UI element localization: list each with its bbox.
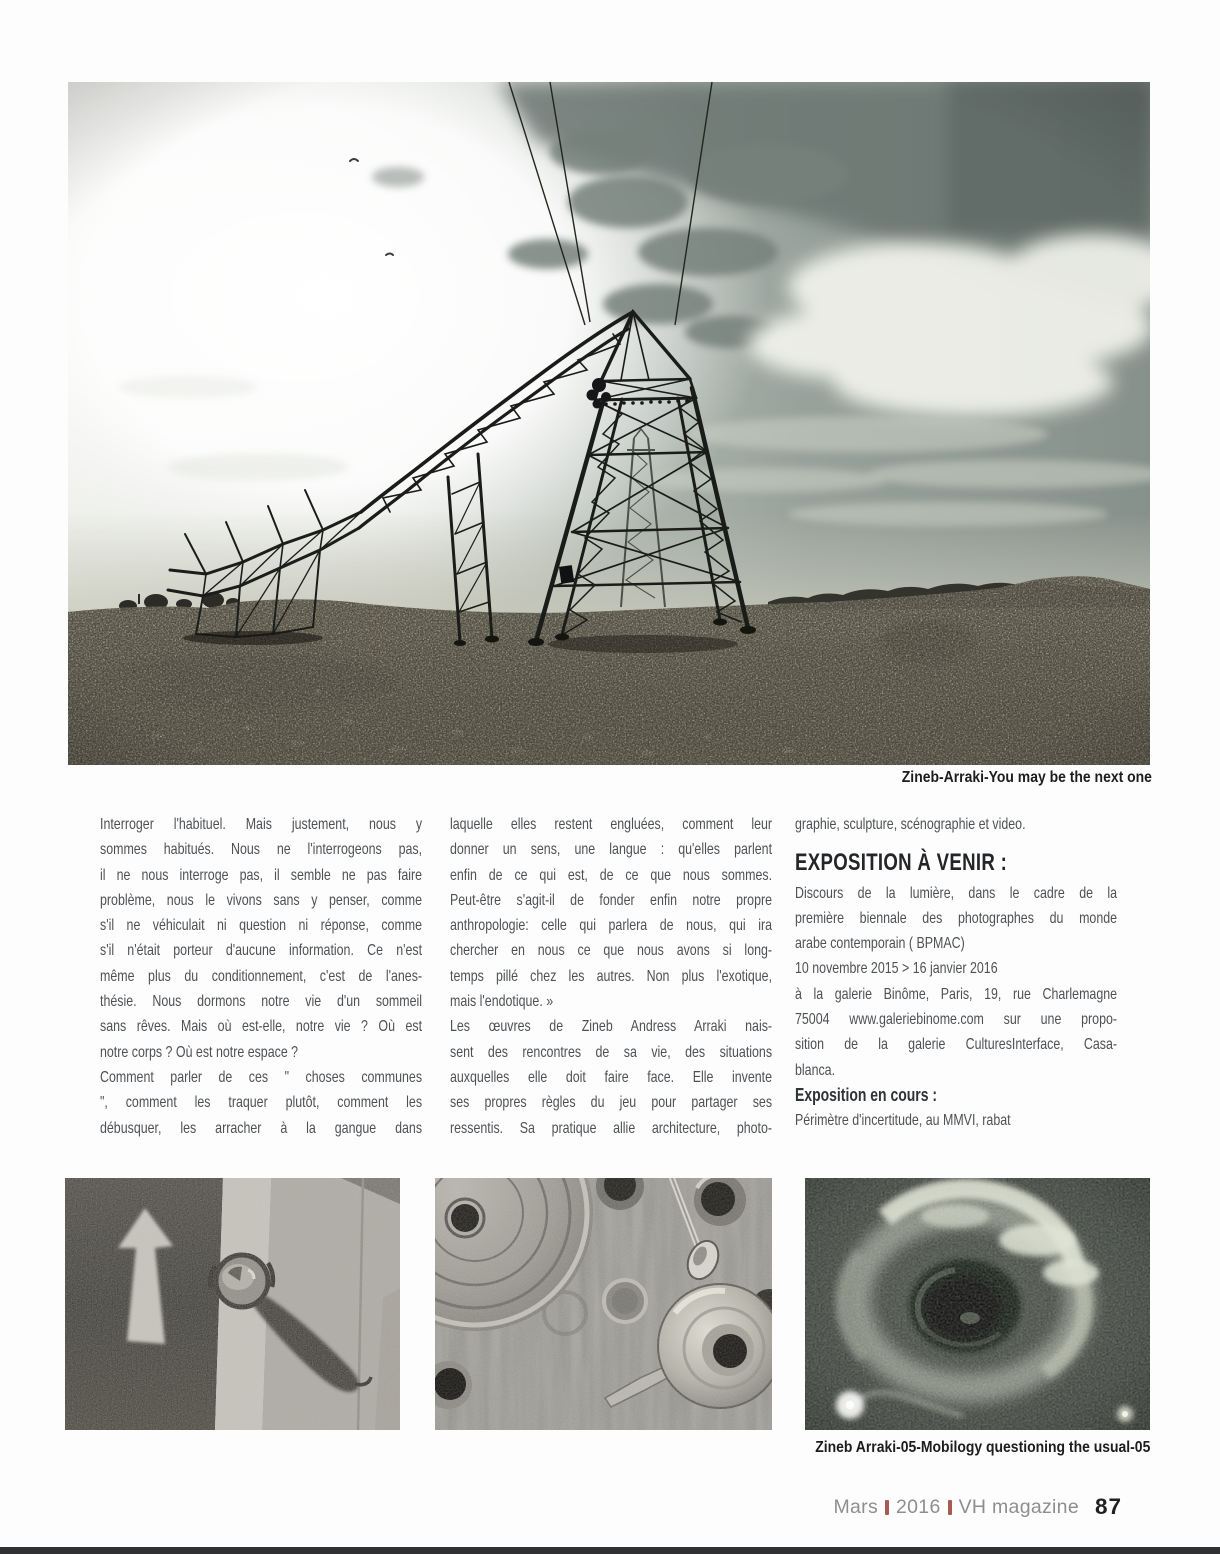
text-column-3	[795, 812, 1117, 1134]
text-column-1	[100, 812, 422, 1141]
current-exhibition-heading: Exposition en cours :	[795, 1084, 938, 1105]
footer-magazine-name: VH magazine	[958, 1495, 1079, 1518]
main-photo-fallen-pylon	[68, 82, 1150, 765]
text-line: s'il ne véhiculait ni question ni réponse, comme	[100, 917, 423, 935]
text-line: enfin de ce qui est, de ce que nous sommes.	[450, 866, 773, 884]
paragraph	[795, 956, 1117, 981]
paragraph	[795, 881, 1117, 957]
bottom-photo-arrow-ground	[65, 1178, 400, 1430]
text-line: Peut-être s'agit-il de fonder enfin notre propre	[450, 891, 773, 909]
text-line: temps pillé chez les autres. Non plus l'exotique,	[450, 967, 773, 985]
text-line: Les œuvres de Zineb Andress Arraki nais-	[450, 1018, 773, 1036]
text-line: 10 novembre 2015 > 16 janvier 2016	[795, 960, 998, 978]
paragraph	[100, 812, 422, 1065]
footer-page-number: 87	[1094, 1494, 1122, 1519]
text-line: il ne nous interroge pas, il semble ne pas faire	[100, 866, 423, 884]
text-line: Comment parler de ces " choses communes	[100, 1068, 423, 1086]
text-line: anthropologie: celle qui parlera de nous, qui ira	[450, 917, 773, 935]
text-line: même plus du conditionnement, c'est de l'anes-	[100, 967, 423, 985]
text-line: 75004 www.galeriebinome.com sur une propo-	[795, 1011, 1118, 1029]
text-line: blanca.	[795, 1061, 836, 1079]
text-line: donner un sens, une langue : qu'elles parlent	[450, 841, 773, 859]
text-line: arabe contemporain ( BPMAC)	[795, 935, 965, 953]
text-line: sommes habitués. Nous ne l'interrogeons pas,	[100, 841, 423, 859]
text-line: mais l'endotique. »	[450, 993, 554, 1011]
text-line: thésie. Nous dormons notre vie d'un sommeil	[100, 993, 423, 1011]
text-line: sition de la galerie CulturesInterface, Casa-	[795, 1036, 1118, 1054]
text-line: chercher en nous ce que nous avons si long-	[450, 942, 773, 960]
text-line: graphie, sculpture, scénographie et video.	[795, 816, 1026, 833]
text-line: première biennale des photographes du monde	[795, 909, 1118, 927]
text-line: sent des rencontres de sa vie, des situations	[450, 1043, 773, 1061]
text-line: ses propres règles du jeu pour partager ses	[450, 1094, 773, 1112]
text-line: laquelle elles restent engluées, comment leur	[450, 816, 773, 833]
text-line: auxquelles elle doit faire face. Elle invente	[450, 1068, 773, 1086]
text-column-2	[450, 812, 772, 1141]
text-line: Discours de la lumière, dans le cadre de la	[795, 884, 1118, 902]
paragraph	[795, 812, 1117, 837]
bottom-photo-vortex	[805, 1178, 1150, 1430]
bottom-photos-caption: Zineb Arraki-05-Mobilogy questioning the usual-05	[814, 1439, 1150, 1456]
text-line: à la galerie Binôme, Paris, 19, rue Charlemagne	[795, 985, 1118, 1003]
footer-year: 2016	[896, 1495, 941, 1518]
paragraph	[795, 1108, 1117, 1133]
paragraph	[100, 1065, 422, 1141]
text-line: problème, nous le vivons sans y penser, comme	[100, 891, 423, 909]
text-line: s'il n'était porteur d'aucune information. Ce n'est	[100, 942, 423, 960]
upcoming-exhibition-heading: EXPOSITION À VENIR :	[795, 849, 1008, 877]
paragraph	[795, 982, 1117, 1083]
paragraph	[450, 1014, 772, 1140]
footer-month: Mars	[833, 1495, 879, 1518]
text-line: Interroger l'habituel. Mais justement, nous y	[100, 816, 423, 833]
page-bottom-rule	[0, 1547, 1220, 1554]
footer-separator	[885, 1500, 889, 1515]
paragraph	[450, 812, 772, 1014]
bottom-photo-tea-set	[435, 1178, 772, 1430]
footer-separator	[948, 1500, 952, 1515]
text-line: débusquer, les arracher à la gangue dans	[100, 1119, 423, 1137]
text-line: sans rêves. Mais où est-elle, notre vie ? Où est	[100, 1018, 423, 1036]
text-line: notre corps ? Où est notre espace ?	[100, 1043, 299, 1061]
main-photo-caption: Zineb-Arraki-You may be the next one	[901, 769, 1152, 786]
page-footer	[833, 1494, 1122, 1520]
text-line: ressentis. Sa pratique allie architecture, photo-	[450, 1119, 773, 1137]
text-line: ", comment les traquer plutôt, comment les	[100, 1094, 423, 1112]
text-line: Périmètre d'incertitude, au MMVI, rabat	[795, 1112, 1011, 1130]
